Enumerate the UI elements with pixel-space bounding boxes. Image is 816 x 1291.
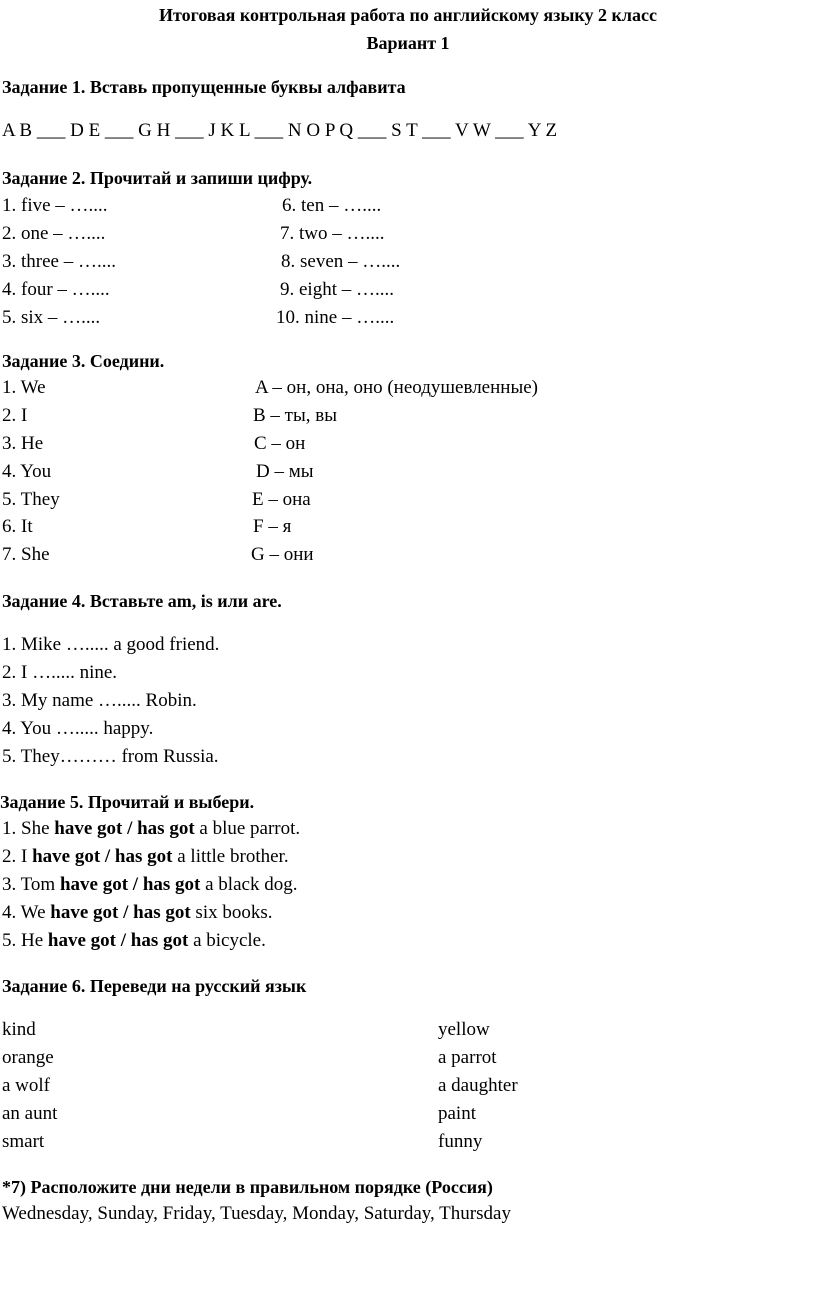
task3-left-item: 7. She (2, 544, 50, 565)
task3-heading: Задание 3. Соедини. (2, 351, 165, 371)
task3-right-item: A – он, она, оно (неодушевленные) (255, 377, 538, 398)
task3-left-item: 2. I (2, 405, 28, 426)
task3-right-item: G – они (251, 544, 314, 565)
task3-right-item: E – она (252, 489, 311, 510)
task7-heading: *7) Расположите дни недели в правильном порядке (Россия) (2, 1177, 493, 1197)
task3-right-item: D – мы (256, 461, 314, 482)
task6-left-word: an aunt (2, 1103, 58, 1124)
task4-item: 5. They……… from Russia. (2, 746, 219, 767)
document-title: Итоговая контрольная работа по английскому языку 2 класс (159, 5, 657, 25)
task5-item: 4. We have got / has got six books. (2, 902, 273, 923)
task5-choice: have got / has got (59, 874, 201, 895)
task6-left-word: orange (2, 1047, 54, 1068)
task5-heading: Задание 5. Прочитай и выбери. (0, 792, 255, 812)
task6-left-word: a wolf (2, 1075, 51, 1096)
task5-choice: have got / has got (32, 846, 173, 867)
task2-left-item: 5. six – ….... (2, 307, 101, 328)
task3-right-item: C – он (254, 433, 306, 454)
task6-left-word: kind (2, 1019, 36, 1040)
task6-left-word: smart (2, 1131, 45, 1152)
task4-heading: Задание 4. Вставьте am, is или are. (2, 591, 282, 611)
alphabet-line: A B ___ D E ___ G H ___ J K L ___ N O P Q ___ S T ___ V W ___ Y Z (2, 120, 558, 141)
task3-left-item: 3. He (2, 433, 44, 454)
task6-right-word: a parrot (438, 1047, 497, 1068)
task1-heading: Задание 1. Вставь пропущенные буквы алфавита (2, 77, 406, 97)
variant-title: Вариант 1 (366, 33, 450, 53)
task2-left-item: 4. four – ….... (2, 279, 110, 300)
task4-item: 2. I …..... nine. (2, 662, 118, 683)
task2-right-item: 9. eight – ….... (280, 279, 394, 300)
task2-left-item: 3. three – ….... (2, 251, 116, 272)
task6-right-word: paint (438, 1103, 476, 1124)
task5-choice: have got / has got (54, 818, 195, 839)
task5-item: 3. Tom have got / has got a black dog. (2, 874, 298, 895)
task5-choice: have got / has got (47, 930, 189, 951)
weekdays-line: Wednesday, Sunday, Friday, Tuesday, Monday, Saturday, Thursday (2, 1203, 511, 1224)
task2-right-item: 6. ten – ….... (282, 195, 382, 216)
task5-choice: have got / has got (50, 902, 191, 923)
task4-item: 4. You …..... happy. (2, 718, 154, 739)
task2-right-item: 8. seven – ….... (281, 251, 401, 272)
task2-heading: Задание 2. Прочитай и запиши цифру. (2, 168, 313, 188)
task4-item: 3. My name …..... Robin. (2, 690, 197, 711)
task2-left-item: 2. one – ….... (2, 223, 106, 244)
task3-left-item: 6. It (2, 516, 33, 537)
task5-item: 1. She have got / has got a blue parrot. (2, 818, 301, 839)
task6-right-word: a daughter (438, 1075, 518, 1096)
task6-right-word: yellow (438, 1019, 490, 1040)
task4-item: 1. Mike …..... a good friend. (2, 634, 220, 655)
task6-heading: Задание 6. Переведи на русский язык (2, 976, 307, 996)
task3-left-item: 5. They (2, 489, 60, 510)
task5-item: 2. I have got / has got a little brother. (2, 846, 289, 867)
task3-right-item: B – ты, вы (253, 405, 337, 426)
task3-right-item: F – я (253, 516, 292, 537)
task3-left-item: 4. You (2, 461, 52, 482)
task2-left-item: 1. five – ….... (2, 195, 108, 216)
task3-left-item: 1. We (2, 377, 46, 398)
task2-right-item: 10. nine – ….... (276, 307, 395, 328)
task6-right-word: funny (438, 1131, 483, 1152)
task5-item: 5. He have got / has got a bicycle. (2, 930, 266, 951)
task2-right-item: 7. two – ….... (280, 223, 385, 244)
